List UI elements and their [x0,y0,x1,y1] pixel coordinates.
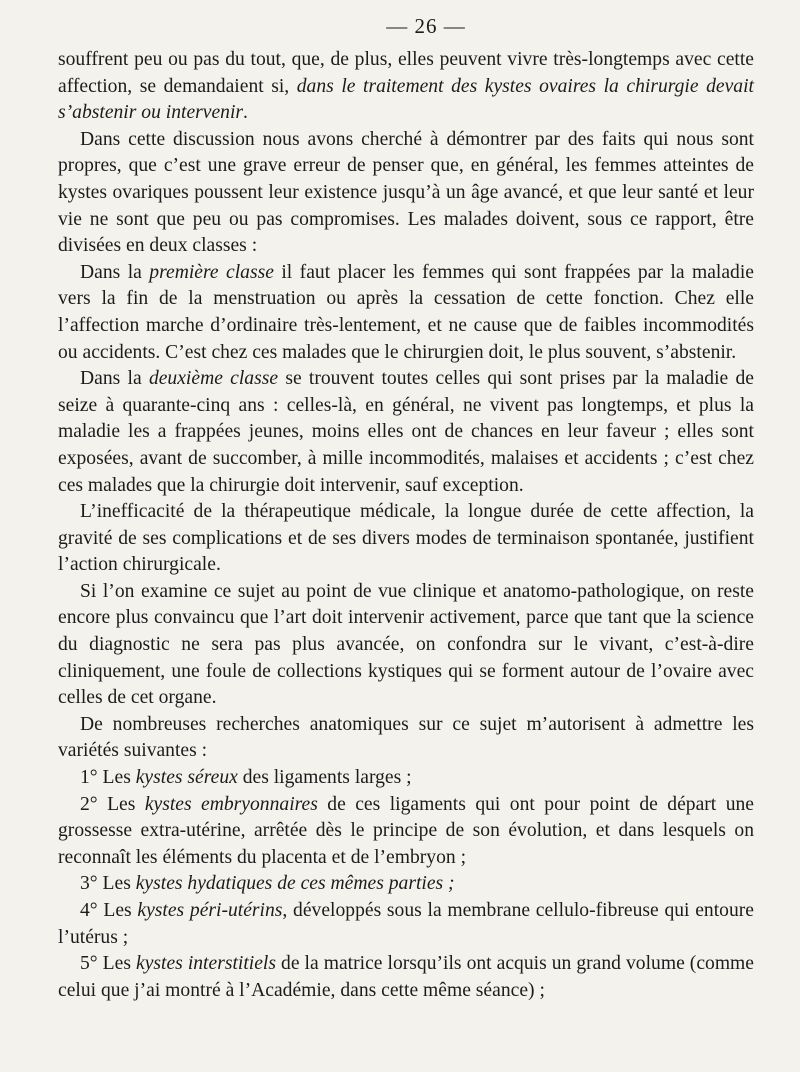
text-run: de la matrice lorsqu’ils ont acquis un grand volume (comme celui que j’ai montré à l’Académie, dans cette même séance) ; [58,953,754,1001]
text-run: L’inefficacité de la thérapeutique médicale, la longue durée de cette affection, la gravité de ses complications et de ses divers modes de terminaison spontanée, justifient l’action chirurgicale. [58,501,754,576]
italic-run: kystes péri-utérins [137,900,283,921]
paragraph [58,499,754,579]
italic-run: première classe [149,261,274,283]
page-number: — 26 — [386,14,466,38]
paragraph [58,127,754,260]
paragraph [58,579,754,712]
text-run: 1° Les [80,767,136,789]
text-run: se trouvent toutes celles qui sont prises par la maladie de seize à quarante-cinq ans : celles-là, en général, ne vivent pas longtemps, et plus la maladie les a frappées jeunes, moins elles ont de chances en leur faveur ; elles sont exposées, avant de succomber, à mille incommodités, malaises et accidents ; c’est chez ces malades que la chirurgie doit intervenir, sauf exception. [58,368,754,496]
text-run: 3° Les [80,873,136,895]
text-run: , développés sous la membrane cellulo-fibreuse qui entoure l’utérus ; [58,900,754,948]
text-run: il faut placer les femmes qui sont frappées par la maladie vers la fin de la menstruation ou après la cessation de cette fonction. Chez elle l’affection marche d’ordinaire très-lentement, et ne cause que de faibles incommodités ou accidents. C’est chez ces malades que le chirurgien doit, le plus souvent, s’abstenir. [58,261,754,363]
text-run: de ces ligaments qui ont pour point de départ une grossesse extra-utérine, arrêtée dès le principe de son évolution, et dans lesquels on reconnaît les éléments du placenta et de l’embryon ; [58,793,754,868]
italic-run: kystes interstitiels [136,953,276,975]
paragraph [58,898,754,951]
italic-run: deuxième classe [148,368,279,390]
text-run: De nombreuses recherches anatomiques sur ce sujet m’autorisent à admettre les variétés suivantes : [58,713,754,762]
document-page [58,14,754,1004]
text-run: 5° Les [80,953,136,975]
paragraph [58,765,754,792]
text-run: Dans la [80,261,150,283]
italic-run: dans le traitement des kystes ovaires la chirurgie devait s’abstenir ou intervenir [58,75,754,124]
text-run: 2° Les [80,793,145,815]
paragraph [58,951,754,1004]
text-run: Si l’on examine ce sujet au point de vue clinique et anatomo-pathologique, on reste encore plus convaincu que l’art doit intervenir activement, parce que tant que la science du diagnostic ne sera pas plus avancée, on confondra sur le vivant, c’est-à-dire cliniquement, une foule de collections kystiques qui se forment autour de l’ovaire avec celles de cet organe. [58,580,754,709]
paragraph [58,366,754,499]
paragraph [58,260,754,366]
text-run: . [243,102,248,124]
paragraph [58,47,754,127]
paragraph [58,871,754,898]
text-run: Dans cette discussion nous avons cherché à démontrer par des faits qui nous sont propres, que c’est une grave erreur de penser que, en général, les femmes atteintes de kystes ovariques poussent leur existence jusqu’à un âge avancé, et que leur santé et leur vie ne sont que peu ou pas compromises. Les malades doivent, sous ce rapport, être divisées en deux classes : [58,128,754,257]
paragraph [58,792,754,872]
paragraph [58,712,754,765]
body-text [58,47,754,1004]
text-run: Dans la [80,368,149,390]
text-run: souffrent peu ou pas du tout, que, de plus, elles peuvent vivre très-longtemps avec cette affection, se demandaient si, [58,49,754,97]
text-run: 4° Les [80,900,138,921]
italic-run: kystes embryonnaires [144,793,318,815]
text-run: des ligaments larges ; [237,767,412,789]
italic-run: kystes séreux [135,767,238,789]
italic-run: kystes hydatiques de ces mêmes parties ; [135,873,455,895]
